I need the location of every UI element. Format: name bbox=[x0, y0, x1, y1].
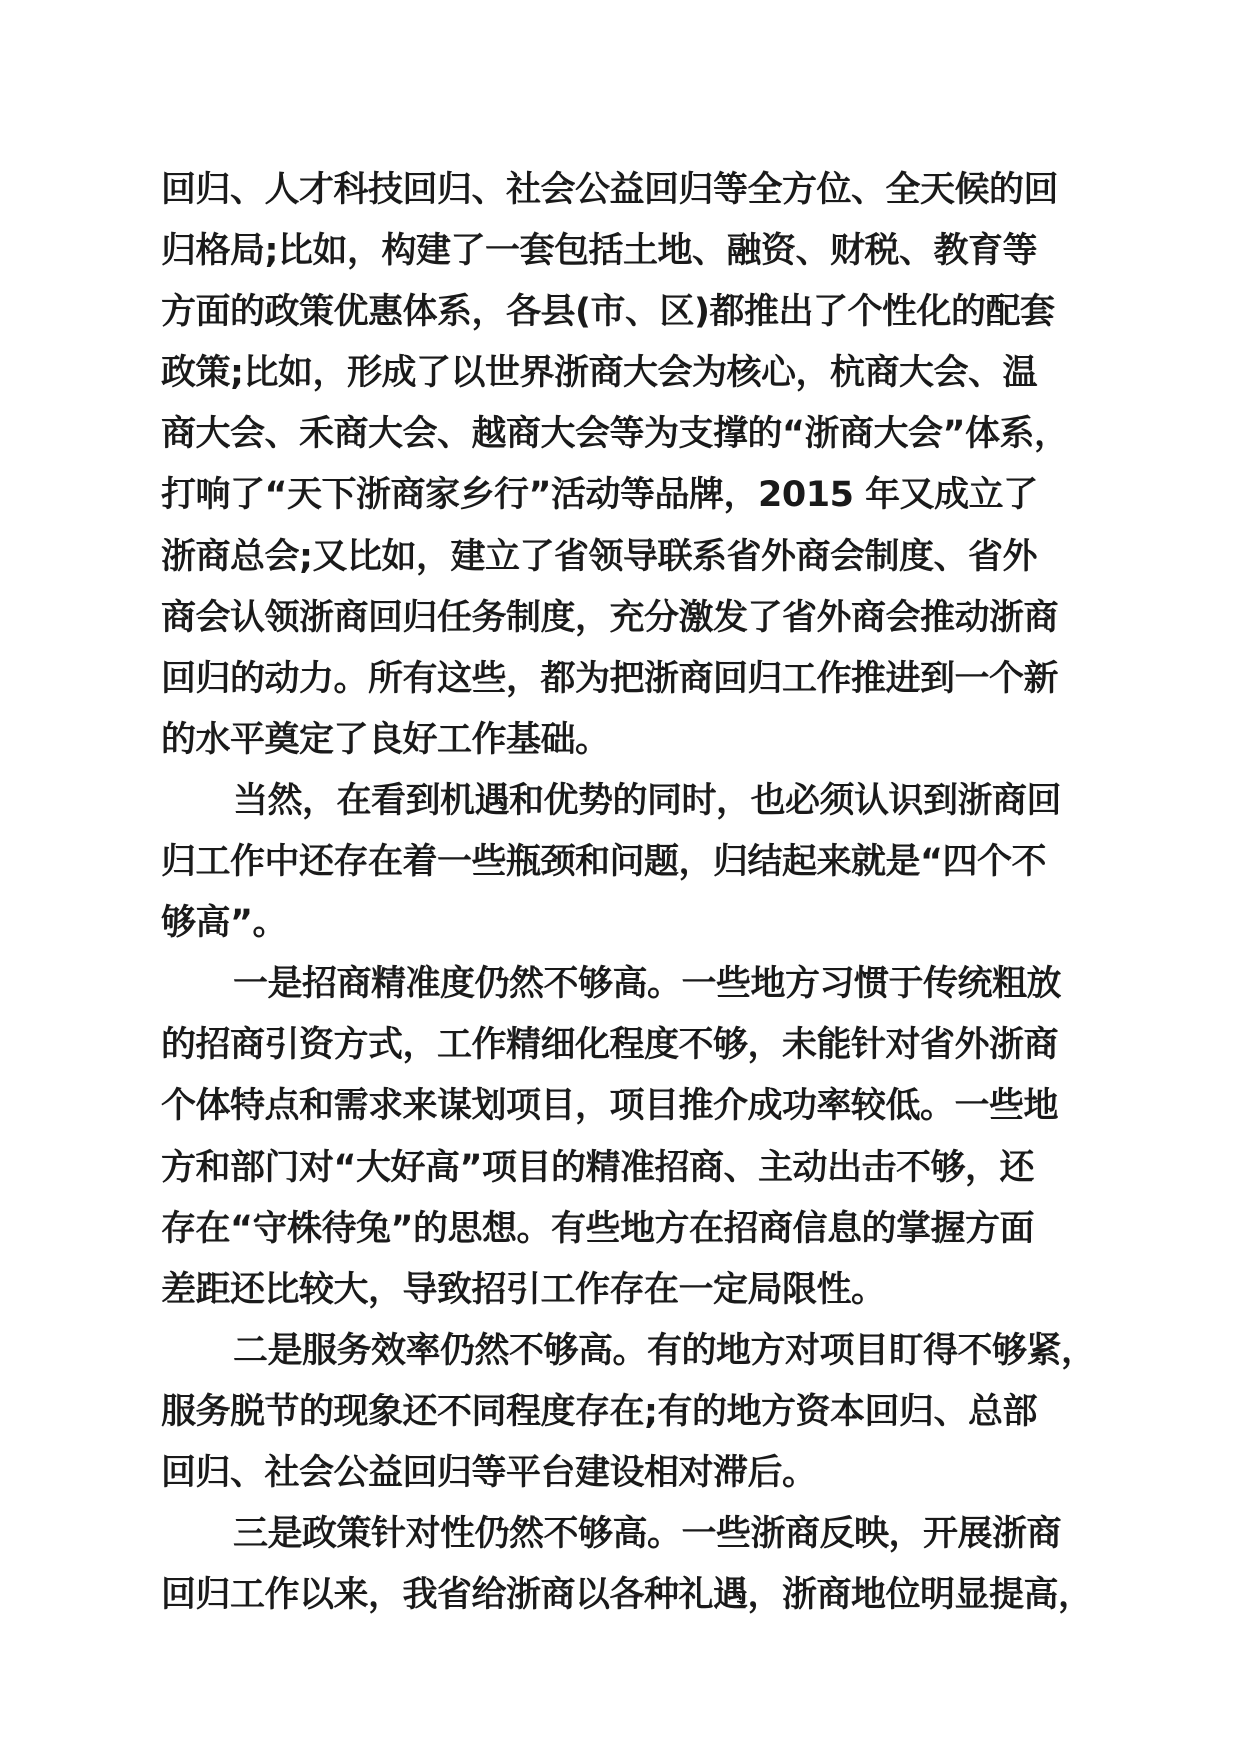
text-line: 政策;比如，形成了以世界浙商大会为核心，杭商大会、温 bbox=[161, 353, 1037, 394]
text-line: 商会认领浙商回归任务制度，充分激发了省外商会推动浙商 bbox=[161, 597, 1059, 638]
paragraph-first-line: 三是政策针对性仍然不够高。一些浙商反映，开展浙商 bbox=[233, 1514, 1062, 1555]
text-line: 打响了“天下浙商家乡行”活动等品牌，2015 年又成立了 bbox=[161, 475, 1038, 516]
text-line: 差距还比较大，导致招引工作存在一定局限性。 bbox=[161, 1269, 886, 1310]
text-line: 商大会、禾商大会、越商大会等为支撑的“浙商大会”体系， bbox=[161, 414, 1069, 455]
text-line: 回归工作以来，我省给浙商以各种礼遇，浙商地位明显提高， bbox=[161, 1575, 1093, 1616]
text-line: 个体特点和需求来谋划项目，项目推介成功率较低。一些地 bbox=[161, 1086, 1059, 1127]
paragraph-first-line: 当然，在看到机遇和优势的同时，也必须认识到浙商回 bbox=[233, 780, 1062, 821]
body-text bbox=[161, 160, 1096, 1626]
text-line: 方面的政策优惠体系，各县(市、区)都推出了个性化的配套 bbox=[161, 292, 1055, 333]
text-line: 的招商引资方式，工作精细化程度不够，未能针对省外浙商 bbox=[161, 1025, 1059, 1066]
text-line: 浙商总会;又比如，建立了省领导联系省外商会制度、省外 bbox=[161, 536, 1037, 577]
text-line: 回归、人才科技回归、社会公益回归等全方位、全天候的回 bbox=[161, 170, 1059, 210]
text-line: 归工作中还存在着一些瓶颈和问题，归结起来就是“四个不 bbox=[161, 842, 1047, 883]
text-line: 存在“守株待兔”的思想。有些地方在招商信息的掌握方面 bbox=[161, 1208, 1035, 1249]
text-line: 回归、社会公益回归等平台建设相对滞后。 bbox=[161, 1452, 817, 1493]
paragraph-first-line: 一是招商精准度仍然不够高。一些地方习惯于传统粗放 bbox=[233, 964, 1062, 1005]
text-line: 的水平奠定了良好工作基础。 bbox=[161, 719, 610, 760]
text-line: 服务脱节的现象还不同程度存在;有的地方资本回归、总部 bbox=[161, 1391, 1037, 1432]
text-line: 回归的动力。所有这些，都为把浙商回归工作推进到一个新 bbox=[161, 658, 1059, 699]
paragraph-first-line: 二是服务效率仍然不够高。有的地方对项目盯得不够紧， bbox=[233, 1330, 1096, 1371]
text-line: 够高”。 bbox=[161, 903, 288, 944]
text-line: 归格局;比如，构建了一套包括土地、融资、财税、教育等 bbox=[161, 231, 1037, 272]
text-line: 方和部门对“大好高”项目的精准招商、主动出击不够，还 bbox=[161, 1147, 1035, 1188]
